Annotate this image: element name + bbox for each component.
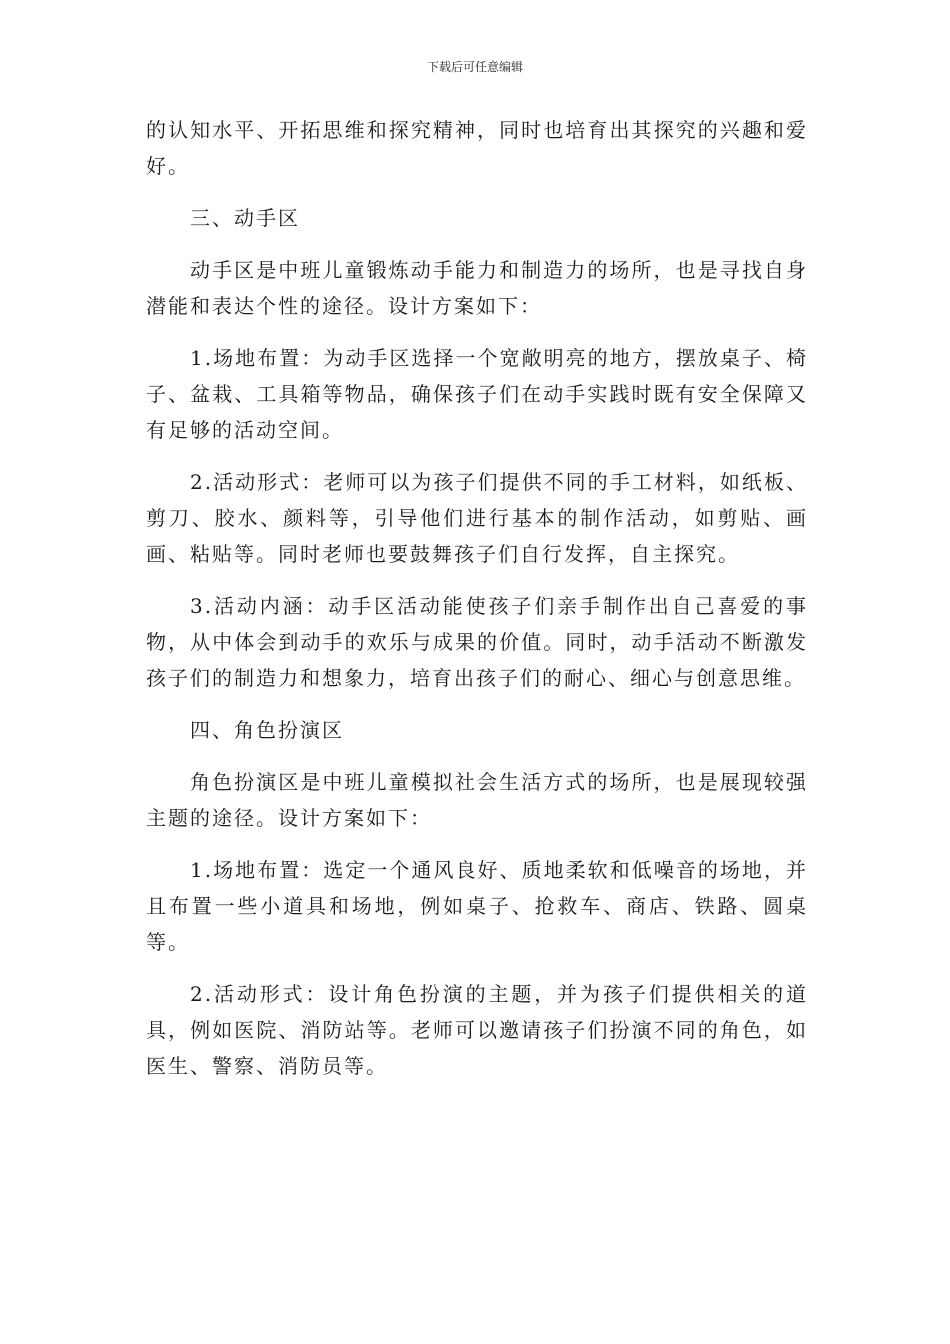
paragraph-hands-on-intro: 动手区是中班儿童锻炼动手能力和制造力的场所，也是寻找自身潜能和表达个性的途径。设计方案如下： xyxy=(146,258,808,318)
paragraph-role-play-activity: 2.活动形式：设计角色扮演的主题，并为孩子们提供相关的道具，例如医院、消防站等。老师可以邀请孩子们扮演不同的角色，如医生、警察、消防员等。 xyxy=(146,982,808,1078)
page-header: 下载后可任意编辑 xyxy=(426,60,523,74)
paragraph-hands-on-activity: 2.活动形式：老师可以为孩子们提供不同的手工材料，如纸板、剪刀、胶水、颜料等，引导他们进行基本的制作活动，如剪贴、画画、粘贴等。同时老师也要鼓舞孩子们自行发挥，自主探究。 xyxy=(146,470,808,566)
paragraph-hands-on-meaning: 3.活动内涵：动手区活动能使孩子们亲手制作出自己喜爱的事物，从中体会到动手的欢乐与成果的价值。同时，动手活动不断激发孩子们的制造力和想象力，培育出孩子们的耐心、细心与创意思维。 xyxy=(146,594,808,690)
paragraph-role-play-layout: 1.场地布置：选定一个通风良好、质地柔软和低噪音的场地，并且布置一些小道具和场地，例如桌子、抢救车、商店、铁路、圆桌等。 xyxy=(146,858,808,954)
document-body xyxy=(146,112,808,1100)
paragraph-role-play-intro: 角色扮演区是中班儿童模拟社会生活方式的场所，也是展现较强主题的途径。设计方案如下： xyxy=(146,770,808,830)
paragraph-hands-on-layout: 1.场地布置：为动手区选择一个宽敞明亮的地方，摆放桌子、椅子、盆栽、工具箱等物品，确保孩子们在动手实践时既有安全保障又有足够的活动空间。 xyxy=(146,346,808,442)
paragraph-continued: 的认知水平、开拓思维和探究精神，同时也培育出其探究的兴趣和爱好。 xyxy=(146,118,808,178)
section-heading-hands-on-area: 三、动手区 xyxy=(190,206,300,230)
section-heading-role-play-area: 四、角色扮演区 xyxy=(190,718,344,742)
